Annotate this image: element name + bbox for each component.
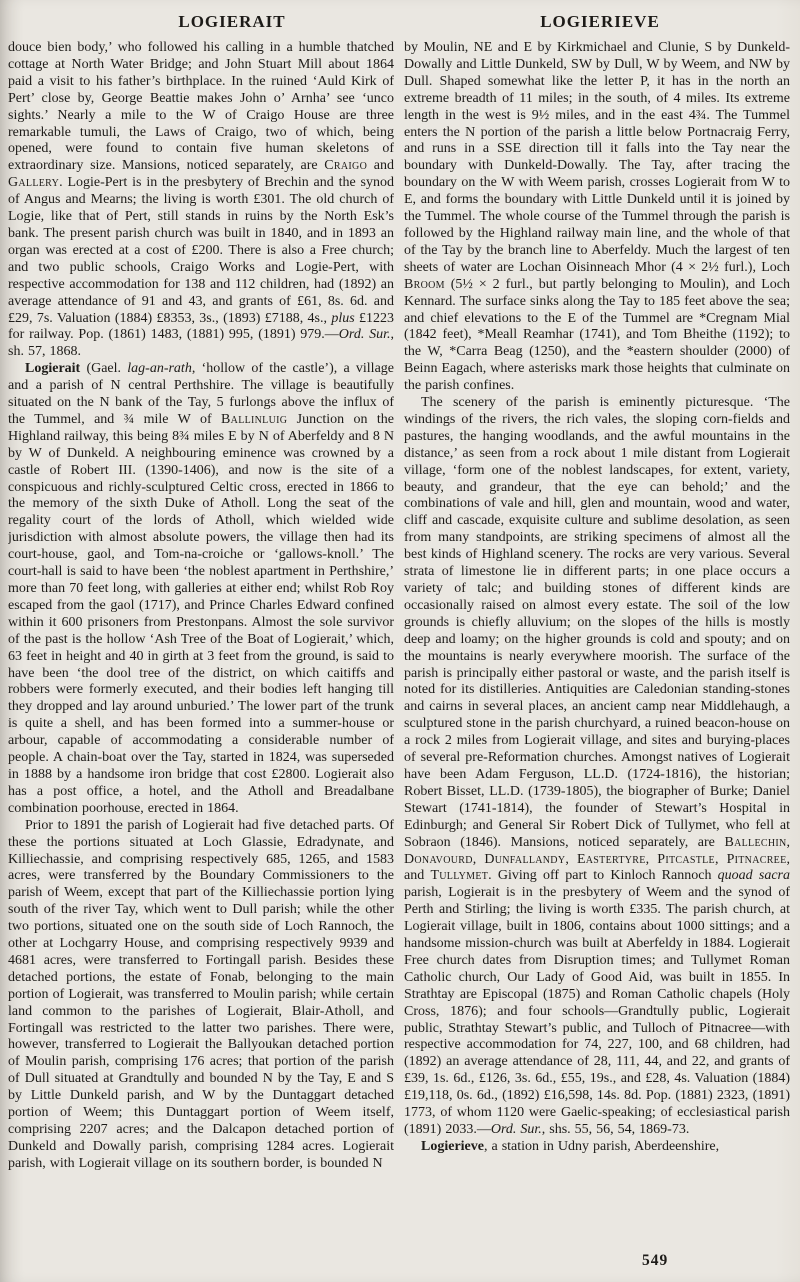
text-run: Junction on the Highland railway, this being 8¾ miles E by N of Aberfeldy and 8 N by W of Dunkeld. A neighbouring eminence was crowned by a castle of Robert III. (1390-1406), and now is the site of a conspicuous and richly-sculptured Celtic cross, erected in 1866 to the memory of the sixth Duke of Atholl. Long the seat of the regality court of the lords of Atholl, which wielded wide jurisdiction with almost absolute powers, the village then had its court-house, gaol, and Tom-na-croiche or ‘gallows-knoll.’ The court-hall is said to have been ‘the noblest apartment in Perthshire,’ more than 70 feet long, with galleries at either end; whilst Rob Roy escaped from the gaol (1717), and Prince Charles Edward confined within it 600 prisoners from Prestonpans. Almost the sole survivor of the past is the hollow ‘Ash Tree of the Boat of Logierait,’ which, 63 feet in height and 40 in girth at 3 feet from the ground, is said to have been ‘the dool tree of the district, on which caitiffs and robbers were formerly executed, and their bodies left hanging till they dropped and lay around unburied.’ The lower part of the trunk is quite a shell, and has been formed into a summer-house or arbour, capable of accommodating a considerable number of people. A chain-boat over the Tay, started in 1824, was superseded in 1888 by a handsome iron bridge that cost £2800. Logierait also has a post office, a hotel, and the Atholl and Breadalbane combination poorhouse, erected in 1864. xyxy=(8,411,394,816)
text-columns xyxy=(0,32,800,1258)
running-head-left: LOGIERAIT xyxy=(178,12,286,31)
paragraph xyxy=(404,40,790,395)
text-run: , xyxy=(472,851,485,867)
text-run: Eastertyre xyxy=(576,851,646,867)
text-run: and xyxy=(367,158,394,174)
text-run: (Gael. xyxy=(80,361,128,377)
text-run: . Logie-Pert is in the presbytery of Brechin and the synod of Angus and Mearns; the living is worth £301. The old church of Logie, like that of Pert, still stands in ruins by the North Esk’s bank. The present parish church was built in 1840, and in 1893 an organ was erected at a cost of £200. There is also a Free church; and two public schools, Craigo Works and Logie-Pert, with respective accommodation for 138 and 112 children, had (1892) an average attendance of 91 and 43, and grants of £61, 8s. 6d. and £29, 7s. Valuation (1884) £8353, 3s., (1893) £7188, 4s., xyxy=(8,175,394,326)
paragraph xyxy=(404,1139,790,1156)
text-run: plus xyxy=(331,310,355,326)
text-run: , shs. 55, 56, 54, 1869-73. xyxy=(541,1122,690,1137)
text-run: Ord. Sur. xyxy=(338,327,391,343)
text-run: , and xyxy=(404,851,790,884)
text-run: (5½ × 2 furl., but partly belonging to Moulin), and Loch Kennard. The surface sinks along the Tay to 185 feet above the sea; and chief elevations to the E of the Tummel are *Cregnam Mial (1842 feet), *Meall Reamhar (1741), and Tom Bheithe (1192); to the W, *Carra Beag (1250), and the *eastern shoulder (2000) of Beinn Eagach, where asterisks mark those heights that culminate on the parish confines. xyxy=(404,276,790,394)
column-left xyxy=(8,40,394,1258)
text-run: Pitcastle xyxy=(657,851,715,867)
running-head-right: LOGIERIEVE xyxy=(540,12,660,31)
text-run: , xyxy=(565,851,577,867)
paragraph xyxy=(8,361,394,817)
page-number: 549 xyxy=(642,1252,669,1269)
text-run: quoad sacra xyxy=(717,868,790,884)
text-run: Ord. Sur. xyxy=(490,1122,542,1137)
text-run: lag-an-rath xyxy=(127,361,192,377)
text-run: , xyxy=(786,834,790,850)
entry-name: Logierait xyxy=(25,361,81,377)
text-run: . Giving off part to Kinloch Rannoch xyxy=(488,868,718,884)
text-run: , ‘hollow of the castle’), a village and a parish of N central Perthshire. The village is beautifully situated on the N bank of the Tay, 5 furlongs above the influx of the Tummel, and ¾ mile W of xyxy=(8,361,394,427)
entry-name: Logierieve xyxy=(421,1138,484,1154)
text-run: Gallery xyxy=(8,175,60,191)
text-run: £1223 for railway. Pop. (1861) 1483, (1881) 995, (1891) 979.— xyxy=(8,310,394,343)
text-run: by Moulin, NE and E by Kirkmichael and Clunie, S by Dunkeld-Dowally and Little Dunkeld, SW by Dull, W by Weem, and NW by Dull. Shaped somewhat like the letter P, it has in the north an extreme breadth of 11 miles; in the south, of 4 miles. Its extreme length in the west is 9½ miles, and in the east 4¾. The Tummel enters the N portion of the parish a little below Portnacraig Ferry, and runs in a SSE direction till it falls into the Tay near the boundary with Dunkeld-Dowally. The Tay, after tracing the boundary on the W with Weem parish, crosses Logierait from W to E, and forms the boundary with Little Dunkeld until it is joined by the Tummel. The whole course of the Tummel through the parish is followed by the Highland railway main line, and the whole of that of the Tay by the branch line to Aberfeldy. Much the largest of ten sheets of water are Lochan Oisinneach Mhor (4 × 2½ furl.), Loch xyxy=(404,40,790,275)
paragraph xyxy=(404,395,790,1139)
text-run: The scenery of the parish is eminently picturesque. ‘The windings of the rivers, the rich vales, the sloping corn-fields and pastures, the hanging woodlands, and the awful mountains in the distance,’ as seen from a rock about 1 mile distant from Logierait village, ‘form one of the noblest landscapes, for extent, variety, beauty, and grandeur, that the eye can behold;’ and the combinations of vale and hill, glen and mountain, wood and water, cliff and cascade, exquisite culture and sublime desolation, as seen from many standpoints, are striking specimens of almost all the best kinds of Highland scenery. The rocks are very various. Several strata of limestone lie in different parts; in one place occurs a variety of talc; and building stones of different kinds are occasionally raised on almost every estate. The soil of the low grounds is chiefly alluvium; on the slopes of the hills is mostly deep and loamy; on the higher grounds is cold and spouty; and on the mountains is nearly everywhere moorish. The surface of the parish is principally either pastoral or waste, and the parish itself is noted for its distilleries. Antiquities are Caledonian standing-stones and cairns in several places, an ancient camp near Middlehaugh, a sculptured stone in the parish churchyard, a ruined beacon-house on a rock 2 miles from Logierait village, and sites and burying-places of several pre-Reformation churches. Amongst natives of Logierait have been Adam Ferguson, LL.D. (1724-1816), the historian; Robert Bisset, LL.D. (1739-1805), the biographer of Burke; Daniel Stewart (1741-1814), the founder of Stewart’s Hospital in Edinburgh; and General Sir Robert Dick of Tullymet, who fell at Sobraon (1846). Mansions, noticed separately, are xyxy=(404,395,790,850)
paragraph xyxy=(8,818,394,1173)
text-run: Tullymet xyxy=(430,868,489,884)
text-run: Ballinluig xyxy=(221,411,288,427)
text-run: Broom xyxy=(404,276,445,292)
text-run: douce bien body,’ who followed his calling in a humble thatched cottage at North Water Bridge; and John Stuart Mill about 1864 paid a visit to his father’s birthplace. In the ruined ‘Auld Kirk of Pert’ close by, George Beattie makes John o’ Arnha’ see ‘unco sights.’ Nearly a mile to the W of Craigo House are three remarkable tumuli, the Laws of Craigo, two of which, being opened, were found to contain five human skeletons of extraordinary size. Mansions, noticed separately, are xyxy=(8,40,394,174)
text-run: Pitnacree xyxy=(726,851,787,867)
text-run: Prior to 1891 the parish of Logierait had five detached parts. Of these the portions situated at Loch Glassie, Edradynate, and Killiechassie, and comprising respectively 685, 1265, and 1583 acres, were transferred by the Boundary Commissioners to the parish of Weem, except that part of the Killiechassie portion lying south of the river Tay, which went to Dull parish; while the other two portions, situated one on the south side of Loch Rannoch, the other at Lochgarry House, and comprising respectively 9939 and 4681 acres, were transferred to Fortingall parish. Besides these detached portions, the estate of Fonab, belonging to the main portion of Logierait, was transferred to Moulin parish; while certain land common to the parishes of Logierait, Blair-Atholl, and Fortingall was restricted to the latter two parishes. There were, however, transferred to Logierait the Ballyoukan detached portion of Moulin parish, comprising 176 acres; that portion of the parish of Dull situated at Grandtully and bounded N by the Tay, E and S by Little Dunkeld parish, and W by the Duntaggart detached portion of Weem; this Duntaggart portion of Weem itself, comprising 2207 acres; and the Dalcapon detached portion of Dunkeld and Dowally parish, comprising 1284 acres. Logierait parish, with Logierait village on its southern border, is bounded N xyxy=(8,817,394,1171)
text-run: Donavourd xyxy=(404,851,473,867)
text-run: , sh. 57, 1868. xyxy=(8,327,394,360)
column-right xyxy=(404,40,790,1258)
text-run: , xyxy=(714,851,727,867)
paragraph xyxy=(8,40,394,361)
text-run: Craigo xyxy=(324,158,368,174)
text-run: Ballechin xyxy=(724,834,787,850)
text-run: , a station in Udny parish, Aberdeenshire, xyxy=(483,1138,720,1154)
text-run: , xyxy=(645,851,658,867)
running-heads xyxy=(0,0,800,32)
text-run: parish, Logierait is in the presbytery of Weem and the synod of Perth and Stirling; the living is worth £335. The parish church, at Logierait village, built in 1806, contains about 1000 sittings; and a handsome mission-church was built at Aberfeldy in 1884. Logierait Free church dates from Disruption times; and Tullymet Roman Catholic church, Our Lady of Good Aid, was built in 1855. In Strathtay are Episcopal (1875) and Roman Catholic chapels (Holy Cross, 1876); and four schools—Grandtully public, Logierait public, Strathtay Stewart’s public, and Tulloch of Pitnacree—with respective accommodation for 74, 227, 100, and 68 children, had (1892) an average attendance of 28, 111, 44, and 22, and grants of £39, 1s. 6d., £126, 3s. 6d., £55, 19s., and £28, 4s. Valuation (1884) £19,118, 0s. 6d., (1892) £16,598, 14s. 8d. Pop. (1881) 2323, (1891) 1773, of whom 1120 were Gaelic-speaking; of ecclesiastical parish (1891) 2033.— xyxy=(404,885,790,1137)
text-run: Dunfallandy xyxy=(484,851,566,867)
